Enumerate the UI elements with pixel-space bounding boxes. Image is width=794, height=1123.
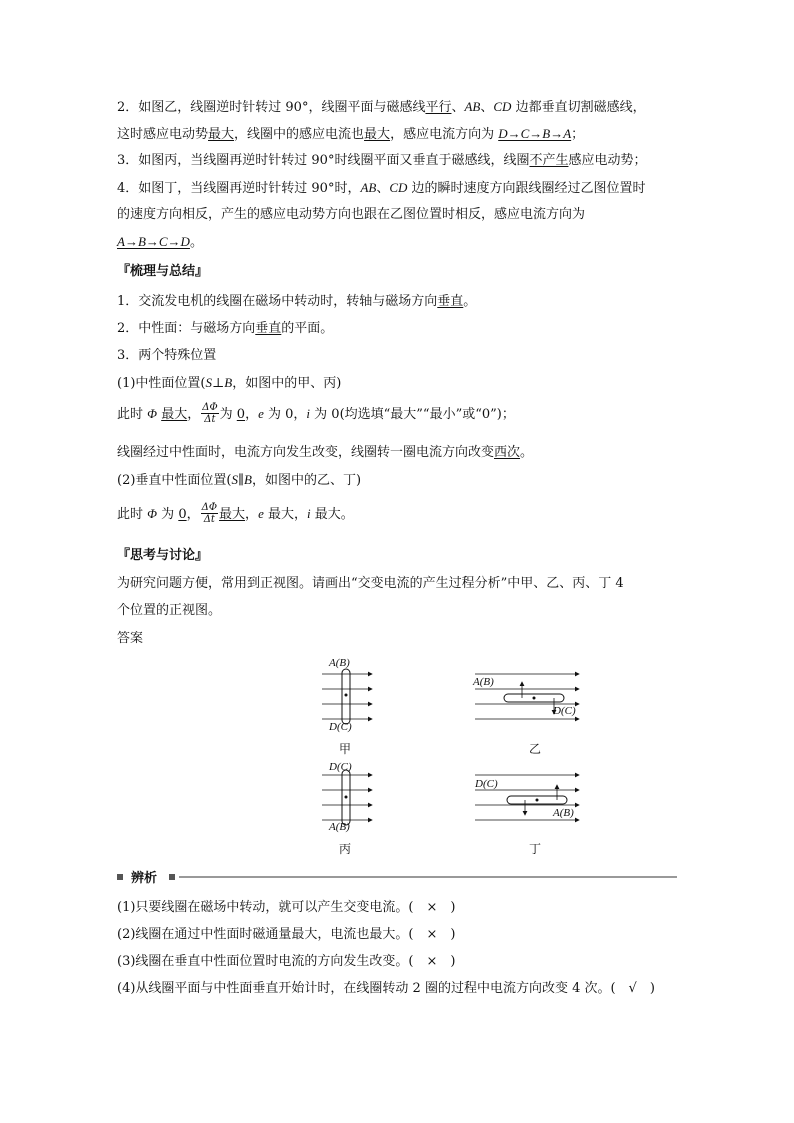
- diagram-bing: [322, 770, 372, 825]
- paragraph-2-line-1: 2．如图乙，线圈逆时针转过 90°，线圈平面与磁感线平行、AB、CD 边都垂直切割磁感线，: [117, 99, 646, 115]
- summary-item-3: 3．两个特殊位置: [117, 348, 217, 363]
- analysis-marker-left: [117, 874, 123, 880]
- paragraph-4-line-2: 的速度方向相反，产生的感应电动势方向也跟在乙图位置时相反，感应电流方向为: [117, 207, 586, 222]
- summary-heading: 『梳理与总结』: [117, 264, 209, 279]
- jia-bottom-label: D(C): [329, 721, 352, 733]
- paragraph-4-line-3: A→B→C→D。: [117, 234, 203, 250]
- yi-left-label: A(B): [473, 676, 494, 688]
- coil-diagrams-svg: [317, 657, 597, 857]
- ding-right-label: A(B): [553, 807, 574, 819]
- analysis-marker-right: [169, 874, 175, 880]
- bing-caption: 丙: [339, 842, 352, 856]
- summary-item-2: 2．中性面：与磁场方向垂直的平面。: [117, 321, 334, 336]
- paragraph-2-line-2: 这时感应电动势最大，线圈中的感应电流也最大，感应电流方向为 D→C→B→A；: [117, 126, 585, 142]
- summary-neutral-plane: (1)中性面位置(S⊥B，如图中的甲、丙): [117, 375, 342, 391]
- jia-caption: 甲: [339, 742, 352, 756]
- yi-caption: 乙: [529, 742, 542, 756]
- flux-rate-fraction: $\frac{\Delta\Phi}{\Delta t}$: [202, 402, 218, 425]
- jia-top-label: A(B): [329, 657, 350, 669]
- flux-rate-fraction-2: $\frac{\Delta\Phi}{\Delta t}$: [201, 502, 218, 525]
- analysis-section-bar: [117, 871, 677, 886]
- diagram-jia: [322, 669, 372, 724]
- discussion-line-2: 个位置的正视图。: [117, 603, 222, 618]
- discussion-line-1: 为研究问题方便，常用到正视图。请画出“交变电流的产生过程分析”中甲、乙、丙、丁 4: [117, 576, 624, 591]
- judgement-item-2: (2)线圈在通过中性面时磁通量最大，电流也最大。( × ): [117, 927, 456, 942]
- ding-left-label: D(C): [475, 778, 498, 790]
- summary-item-1: 1．交流发电机的线圈在磁场中转动时，转轴与磁场方向垂直。: [117, 294, 477, 309]
- answer-label: 答案: [117, 631, 144, 646]
- bing-bottom-label: A(B): [329, 821, 350, 833]
- judgement-item-1: (1)只要线圈在磁场中转动，就可以产生交变电流。( × ): [117, 900, 456, 915]
- summary-perpendicular-plane: (2)垂直中性面位置(S∥B，如图中的乙、丁): [117, 472, 362, 488]
- analysis-title: 辨析: [131, 871, 158, 886]
- summary-neutral-values: 此时 Φ 最大， $\frac{\Delta\Phi}{\Delta t}$ 为 0，e 为 0，i 为 0(均选填“最大”“最小”或“0”)；: [117, 402, 515, 425]
- discussion-heading: 『思考与讨论』: [117, 548, 209, 563]
- yi-right-label: D(C): [553, 705, 576, 717]
- summary-perpendicular-values: 此时 Φ 为 0， $\frac{\Delta\Phi}{\Delta t}$ 最大，e 最大，i 最大。: [117, 502, 354, 525]
- judgement-item-4: (4)从线圈平面与中性面垂直开始计时，在线圈转动 2 圈的过程中电流方向改变 4 次。( √ ): [117, 981, 655, 996]
- ding-caption: 丁: [529, 842, 542, 856]
- coil-front-view-figure: [317, 657, 597, 857]
- bing-top-label: D(C): [329, 761, 352, 773]
- analysis-divider: [179, 876, 677, 878]
- summary-direction-change: 线圈经过中性面时，电流方向发生改变，线圈转一圈电流方向改变西次。: [117, 445, 534, 460]
- paragraph-3: 3．如图丙，当线圈再逆时针转过 90°时线圈平面又垂直于磁感线，线圈不产生感应电动势；: [117, 153, 647, 168]
- paragraph-4-line-1: 4．如图丁，当线圈再逆时针转过 90°时，AB、CD 边的瞬时速度方向跟线圈经过乙图位置时: [117, 180, 646, 196]
- judgement-item-3: (3)线圈在垂直中性面位置时电流的方向发生改变。( × ): [117, 954, 456, 969]
